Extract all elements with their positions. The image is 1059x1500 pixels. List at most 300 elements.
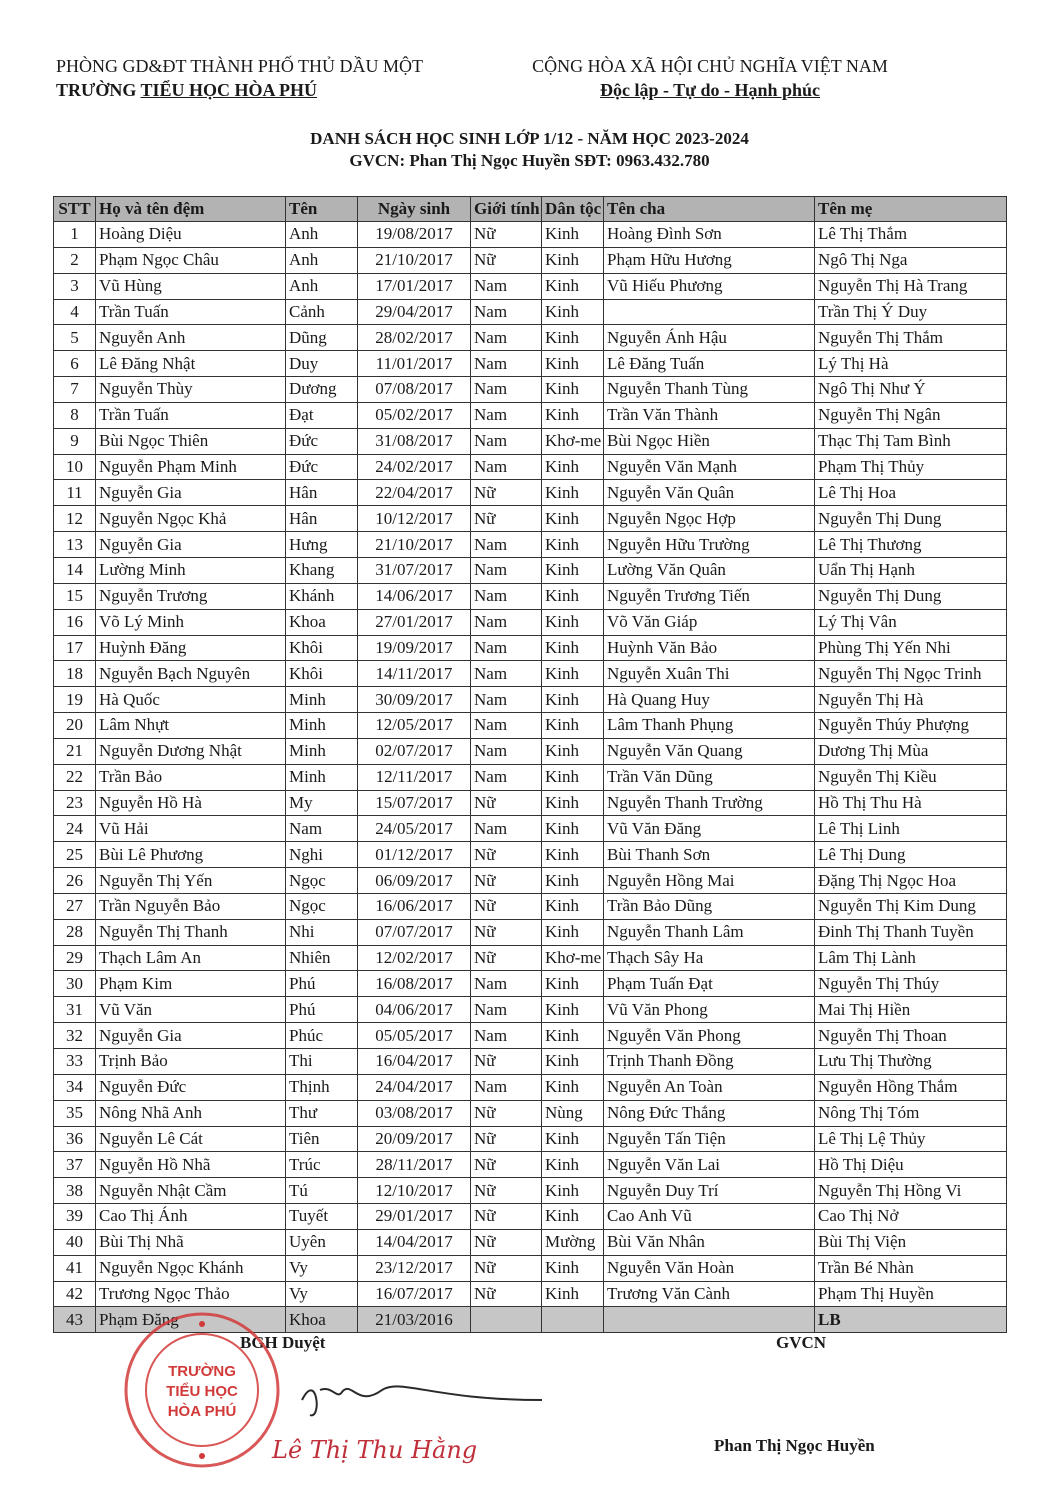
cell-ten-me: Nguyễn Thị Ngọc Trinh <box>815 661 1007 687</box>
cell-dan-toc: Kinh <box>542 402 604 428</box>
cell-ngay-sinh: 05/02/2017 <box>358 402 471 428</box>
table-row <box>54 893 1007 919</box>
cell-ho-ten-dem: Bùi Ngọc Thiên <box>96 428 286 454</box>
cell-ten-me: Lê Thị Linh <box>815 816 1007 842</box>
principal-approval-label: BGH Duyệt <box>240 1333 326 1352</box>
cell-dan-toc: Kinh <box>542 764 604 790</box>
cell-ten: Tú <box>286 1178 358 1204</box>
cell-ten-me: Nguyễn Thị Hà Trang <box>815 273 1007 299</box>
cell-ten-me: Đặng Thị Ngọc Hoa <box>815 868 1007 894</box>
teacher-info: GVCN: Phan Thị Ngọc Huyền SĐT: 0963.432.780 <box>349 151 710 170</box>
cell-gioi-tinh: Nữ <box>471 1281 542 1307</box>
cell-ten: Hân <box>286 480 358 506</box>
cell-ten-cha: Lường Văn Quân <box>604 557 815 583</box>
cell-stt: 2 <box>54 247 96 273</box>
cell-dan-toc: Kinh <box>542 1126 604 1152</box>
table-row <box>54 1074 1007 1100</box>
cell-stt: 33 <box>54 1049 96 1075</box>
homeroom-teacher-label: GVCN <box>776 1333 827 1352</box>
cell-stt: 9 <box>54 428 96 454</box>
cell-gioi-tinh: Nam <box>471 532 542 558</box>
cell-ten: Phú <box>286 997 358 1023</box>
cell-gioi-tinh: Nam <box>471 402 542 428</box>
cell-gioi-tinh: Nam <box>471 661 542 687</box>
cell-ten: Khôi <box>286 661 358 687</box>
svg-text:HÒA PHÚ: HÒA PHÚ <box>167 1403 237 1420</box>
cell-ten: Nhiên <box>286 945 358 971</box>
homeroom-teacher-name: Phan Thị Ngọc Huyền <box>714 1436 875 1455</box>
cell-ten-cha <box>604 1307 815 1333</box>
cell-ten-me: Lê Thị Thắm <box>815 222 1007 248</box>
cell-ten-me: Phạm Thị Huyền <box>815 1281 1007 1307</box>
cell-ngay-sinh: 10/12/2017 <box>358 506 471 532</box>
table-row <box>54 1229 1007 1255</box>
cell-gioi-tinh: Nam <box>471 1074 542 1100</box>
cell-stt: 39 <box>54 1204 96 1230</box>
cell-ngay-sinh: 16/06/2017 <box>358 893 471 919</box>
cell-ten-cha: Võ Văn Giáp <box>604 609 815 635</box>
cell-gioi-tinh: Nữ <box>471 1255 542 1281</box>
cell-gioi-tinh: Nam <box>471 738 542 764</box>
cell-ten-me: Nguyễn Thúy Phượng <box>815 713 1007 739</box>
cell-ten-cha: Nguyễn Trương Tiến <box>604 583 815 609</box>
cell-dan-toc: Khơ-me <box>542 945 604 971</box>
cell-ngay-sinh: 07/08/2017 <box>358 377 471 403</box>
cell-ten: Khoa <box>286 1307 358 1333</box>
cell-ten-me: Lê Thị Lệ Thủy <box>815 1126 1007 1152</box>
cell-ten: Dũng <box>286 325 358 351</box>
cell-ho-ten-dem: Trần Tuấn <box>96 402 286 428</box>
cell-dan-toc: Kinh <box>542 583 604 609</box>
cell-ho-ten-dem: Nguyễn Hồ Hà <box>96 790 286 816</box>
cell-dan-toc: Kinh <box>542 971 604 997</box>
cell-ho-ten-dem: Huỳnh Đăng <box>96 635 286 661</box>
cell-ten-me: Lâm Thị Lành <box>815 945 1007 971</box>
cell-ten: Dương <box>286 377 358 403</box>
cell-ten: Tiên <box>286 1126 358 1152</box>
cell-ho-ten-dem: Nguyễn Thùy <box>96 377 286 403</box>
cell-dan-toc: Kinh <box>542 506 604 532</box>
cell-ho-ten-dem: Cao Thị Ánh <box>96 1204 286 1230</box>
cell-ho-ten-dem: Phạm Kim <box>96 971 286 997</box>
cell-dan-toc: Kinh <box>542 868 604 894</box>
cell-ten: Anh <box>286 273 358 299</box>
cell-ten-me: Bùi Thị Viện <box>815 1229 1007 1255</box>
cell-dan-toc: Kinh <box>542 919 604 945</box>
cell-gioi-tinh: Nam <box>471 1023 542 1049</box>
cell-ngay-sinh: 24/05/2017 <box>358 816 471 842</box>
svg-text:Lê Thị Thu Hằng: Lê Thị Thu Hằng <box>272 1436 478 1464</box>
cell-ten-cha: Nguyễn Văn Mạnh <box>604 454 815 480</box>
cell-ho-ten-dem: Nguyễn Thị Thanh <box>96 919 286 945</box>
cell-stt: 18 <box>54 661 96 687</box>
cell-ten-me: Nông Thị Tóm <box>815 1100 1007 1126</box>
cell-gioi-tinh: Nam <box>471 635 542 661</box>
table-row <box>54 764 1007 790</box>
cell-ten-cha: Phạm Tuấn Đạt <box>604 971 815 997</box>
cell-gioi-tinh: Nữ <box>471 919 542 945</box>
cell-gioi-tinh: Nam <box>471 351 542 377</box>
cell-ten: My <box>286 790 358 816</box>
cell-ngay-sinh: 31/08/2017 <box>358 428 471 454</box>
cell-gioi-tinh: Nam <box>471 583 542 609</box>
cell-ten-me: Cao Thị Nở <box>815 1204 1007 1230</box>
cell-ho-ten-dem: Trương Ngọc Thảo <box>96 1281 286 1307</box>
cell-dan-toc: Kinh <box>542 687 604 713</box>
cell-stt: 15 <box>54 583 96 609</box>
cell-ten-cha: Vũ Văn Phong <box>604 997 815 1023</box>
cell-ho-ten-dem: Nguyễn Trương <box>96 583 286 609</box>
cell-ten-cha: Nguyễn Ngọc Hợp <box>604 506 815 532</box>
cell-ten-cha: Thạch Sây Ha <box>604 945 815 971</box>
cell-stt: 6 <box>54 351 96 377</box>
table-row <box>54 1049 1007 1075</box>
table-row <box>54 997 1007 1023</box>
cell-gioi-tinh: Nữ <box>471 790 542 816</box>
cell-gioi-tinh: Nữ <box>471 222 542 248</box>
cell-ten: Phú <box>286 971 358 997</box>
table-row <box>54 273 1007 299</box>
cell-ten-cha: Nguyễn Thanh Lâm <box>604 919 815 945</box>
cell-ho-ten-dem: Hoàng Diệu <box>96 222 286 248</box>
cell-gioi-tinh: Nam <box>471 764 542 790</box>
cell-stt: 20 <box>54 713 96 739</box>
cell-ten-me: Lê Thị Dung <box>815 842 1007 868</box>
cell-ten-cha: Nguyễn Văn Lai <box>604 1152 815 1178</box>
cell-ngay-sinh: 16/04/2017 <box>358 1049 471 1075</box>
cell-dan-toc: Kinh <box>542 842 604 868</box>
cell-ngay-sinh: 12/02/2017 <box>358 945 471 971</box>
table-row <box>54 557 1007 583</box>
cell-gioi-tinh: Nam <box>471 325 542 351</box>
cell-gioi-tinh: Nữ <box>471 506 542 532</box>
cell-gioi-tinh: Nữ <box>471 1049 542 1075</box>
cell-gioi-tinh: Nam <box>471 609 542 635</box>
cell-ten-cha: Bùi Thanh Sơn <box>604 842 815 868</box>
table-row <box>54 351 1007 377</box>
cell-ten-me: Mai Thị Hiền <box>815 997 1007 1023</box>
table-row <box>54 1023 1007 1049</box>
cell-ten-cha: Nguyễn Xuân Thi <box>604 661 815 687</box>
cell-ho-ten-dem: Nguyễn Dương Nhật <box>96 738 286 764</box>
header-left <box>56 54 476 102</box>
table-row <box>54 1152 1007 1178</box>
cell-ten-cha: Hoàng Đình Sơn <box>604 222 815 248</box>
cell-stt: 5 <box>54 325 96 351</box>
table-row <box>54 506 1007 532</box>
cell-ngay-sinh: 04/06/2017 <box>358 997 471 1023</box>
cell-ten-cha: Nguyễn Tấn Tiện <box>604 1126 815 1152</box>
cell-ho-ten-dem: Nguyễn Lê Cát <box>96 1126 286 1152</box>
cell-gioi-tinh: Nam <box>471 816 542 842</box>
cell-ten-cha: Bùi Ngọc Hiền <box>604 428 815 454</box>
cell-dan-toc: Kinh <box>542 454 604 480</box>
cell-ngay-sinh: 03/08/2017 <box>358 1100 471 1126</box>
table-row <box>54 454 1007 480</box>
cell-stt: 8 <box>54 402 96 428</box>
cell-ten-me: LB <box>815 1307 1007 1333</box>
cell-ho-ten-dem: Lâm Nhựt <box>96 713 286 739</box>
cell-stt: 7 <box>54 377 96 403</box>
table-row <box>54 687 1007 713</box>
cell-ten: Đức <box>286 428 358 454</box>
cell-ngay-sinh: 12/05/2017 <box>358 713 471 739</box>
cell-gioi-tinh: Nữ <box>471 1178 542 1204</box>
cell-dan-toc: Kinh <box>542 609 604 635</box>
cell-gioi-tinh: Nam <box>471 687 542 713</box>
cell-ten: Nam <box>286 816 358 842</box>
col-header-stt: STT <box>54 197 96 222</box>
cell-dan-toc: Kinh <box>542 1152 604 1178</box>
cell-gioi-tinh: Nam <box>471 454 542 480</box>
cell-ngay-sinh: 15/07/2017 <box>358 790 471 816</box>
cell-stt: 42 <box>54 1281 96 1307</box>
cell-ten-cha: Lê Đăng Tuấn <box>604 351 815 377</box>
table-row <box>54 1100 1007 1126</box>
cell-stt: 40 <box>54 1229 96 1255</box>
cell-stt: 31 <box>54 997 96 1023</box>
table-row <box>54 325 1007 351</box>
cell-ten: Nhi <box>286 919 358 945</box>
cell-gioi-tinh: Nữ <box>471 868 542 894</box>
cell-ngay-sinh: 14/11/2017 <box>358 661 471 687</box>
cell-ngay-sinh: 20/09/2017 <box>358 1126 471 1152</box>
table-row <box>54 661 1007 687</box>
cell-ngay-sinh: 11/01/2017 <box>358 351 471 377</box>
cell-ho-ten-dem: Nguyễn Ngọc Khánh <box>96 1255 286 1281</box>
cell-ho-ten-dem: Vũ Hùng <box>96 273 286 299</box>
col-header-ten-me: Tên mẹ <box>815 197 1007 222</box>
cell-ho-ten-dem: Trịnh Bảo <box>96 1049 286 1075</box>
table-row <box>54 247 1007 273</box>
cell-ten-cha: Trần Bảo Dũng <box>604 893 815 919</box>
cell-gioi-tinh: Nam <box>471 273 542 299</box>
student-table <box>53 196 1007 1333</box>
table-row <box>54 1255 1007 1281</box>
cell-ten-cha: Nguyễn Ánh Hậu <box>604 325 815 351</box>
cell-ngay-sinh: 29/01/2017 <box>358 1204 471 1230</box>
cell-dan-toc: Kinh <box>542 351 604 377</box>
cell-ten: Minh <box>286 764 358 790</box>
cell-gioi-tinh: Nữ <box>471 1126 542 1152</box>
cell-ten-me: Ngô Thị Như Ý <box>815 377 1007 403</box>
cell-ho-ten-dem: Nguyễn Đức <box>96 1074 286 1100</box>
table-row <box>54 428 1007 454</box>
cell-ten-me: Lưu Thị Thường <box>815 1049 1007 1075</box>
cell-ten-me: Trần Thị Ý Duy <box>815 299 1007 325</box>
cell-ho-ten-dem: Nguyễn Gia <box>96 480 286 506</box>
cell-ho-ten-dem: Nông Nhã Anh <box>96 1100 286 1126</box>
table-row <box>54 1126 1007 1152</box>
cell-stt: 35 <box>54 1100 96 1126</box>
cell-ngay-sinh: 23/12/2017 <box>358 1255 471 1281</box>
cell-ten-me: Lê Thị Thương <box>815 532 1007 558</box>
col-header-ten: Tên <box>286 197 358 222</box>
cell-ngay-sinh: 07/07/2017 <box>358 919 471 945</box>
cell-ten: Minh <box>286 738 358 764</box>
cell-gioi-tinh: Nam <box>471 299 542 325</box>
cell-stt: 43 <box>54 1307 96 1333</box>
cell-dan-toc: Kinh <box>542 997 604 1023</box>
cell-ten-cha: Nguyễn An Toàn <box>604 1074 815 1100</box>
cell-ho-ten-dem: Nguyễn Hồ Nhã <box>96 1152 286 1178</box>
table-row <box>54 1204 1007 1230</box>
cell-ngay-sinh: 17/01/2017 <box>358 273 471 299</box>
cell-ten: Phúc <box>286 1023 358 1049</box>
cell-stt: 28 <box>54 919 96 945</box>
cell-ten: Khang <box>286 557 358 583</box>
col-header-ngay-sinh: Ngày sinh <box>358 197 471 222</box>
cell-ten-me: Trần Bé Nhàn <box>815 1255 1007 1281</box>
cell-ten-me: Nguyễn Thị Hà <box>815 687 1007 713</box>
cell-ten-me: Nguyễn Thị Hồng Vi <box>815 1178 1007 1204</box>
cell-ten: Nghi <box>286 842 358 868</box>
cell-ngay-sinh: 02/07/2017 <box>358 738 471 764</box>
cell-gioi-tinh: Nữ <box>471 1204 542 1230</box>
cell-dan-toc: Kinh <box>542 247 604 273</box>
cell-gioi-tinh: Nam <box>471 971 542 997</box>
cell-dan-toc: Khơ-me <box>542 428 604 454</box>
table-row <box>54 402 1007 428</box>
cell-stt: 23 <box>54 790 96 816</box>
cell-ten: Minh <box>286 687 358 713</box>
cell-ten-cha: Nguyễn Thanh Trường <box>604 790 815 816</box>
cell-dan-toc: Kinh <box>542 377 604 403</box>
table-row <box>54 868 1007 894</box>
cell-ten: Tuyết <box>286 1204 358 1230</box>
cell-ngay-sinh: 31/07/2017 <box>358 557 471 583</box>
header-right <box>500 54 920 102</box>
cell-ho-ten-dem: Lường Minh <box>96 557 286 583</box>
cell-ngay-sinh: 14/06/2017 <box>358 583 471 609</box>
cell-ngay-sinh: 24/04/2017 <box>358 1074 471 1100</box>
cell-ho-ten-dem: Nguyễn Nhật Cầm <box>96 1178 286 1204</box>
table-row <box>54 738 1007 764</box>
table-row <box>54 971 1007 997</box>
cell-ten-cha: Bùi Văn Nhân <box>604 1229 815 1255</box>
cell-ngay-sinh: 16/07/2017 <box>358 1281 471 1307</box>
cell-ngay-sinh: 19/08/2017 <box>358 222 471 248</box>
cell-stt: 16 <box>54 609 96 635</box>
cell-gioi-tinh: Nữ <box>471 893 542 919</box>
cell-ten-cha: Nguyễn Duy Trí <box>604 1178 815 1204</box>
cell-ten-me: Lý Thị Hà <box>815 351 1007 377</box>
cell-ten: Đức <box>286 454 358 480</box>
cell-ten-me: Hồ Thị Diệu <box>815 1152 1007 1178</box>
cell-ten: Uyên <box>286 1229 358 1255</box>
table-row <box>54 299 1007 325</box>
cell-dan-toc: Kinh <box>542 1074 604 1100</box>
cell-ho-ten-dem: Thạch Lâm An <box>96 945 286 971</box>
cell-stt: 19 <box>54 687 96 713</box>
cell-dan-toc <box>542 1307 604 1333</box>
cell-ho-ten-dem: Trần Tuấn <box>96 299 286 325</box>
cell-ten-me: Nguyễn Hồng Thắm <box>815 1074 1007 1100</box>
cell-ten-me: Nguyễn Thị Kim Dung <box>815 893 1007 919</box>
cell-ten-cha: Nguyễn Hồng Mai <box>604 868 815 894</box>
cell-ho-ten-dem: Nguyễn Thị Yến <box>96 868 286 894</box>
cell-dan-toc: Kinh <box>542 1255 604 1281</box>
cell-ten-me: Nguyễn Thị Kiều <box>815 764 1007 790</box>
cell-dan-toc: Kinh <box>542 635 604 661</box>
cell-ngay-sinh: 29/04/2017 <box>358 299 471 325</box>
cell-ngay-sinh: 19/09/2017 <box>358 635 471 661</box>
cell-gioi-tinh: Nữ <box>471 1100 542 1126</box>
cell-ten: Duy <box>286 351 358 377</box>
cell-gioi-tinh <box>471 1307 542 1333</box>
national-title: CỘNG HÒA XÃ HỘI CHỦ NGHĨA VIỆT NAM <box>532 56 888 76</box>
cell-dan-toc: Kinh <box>542 1178 604 1204</box>
cell-ten-me: Dương Thị Mùa <box>815 738 1007 764</box>
cell-dan-toc: Kinh <box>542 532 604 558</box>
cell-ten: Thư <box>286 1100 358 1126</box>
cell-ten: Thịnh <box>286 1074 358 1100</box>
cell-ngay-sinh: 12/11/2017 <box>358 764 471 790</box>
cell-ten: Anh <box>286 247 358 273</box>
table-body <box>54 222 1007 1333</box>
table-row <box>54 919 1007 945</box>
cell-ngay-sinh: 28/02/2017 <box>358 325 471 351</box>
cell-ten-cha: Trần Văn Thành <box>604 402 815 428</box>
col-header-ho-ten-dem: Họ và tên đệm <box>96 197 286 222</box>
cell-ten: Trúc <box>286 1152 358 1178</box>
cell-stt: 22 <box>54 764 96 790</box>
cell-stt: 10 <box>54 454 96 480</box>
school-name-underlined: TIỂU HỌC HÒA PHÚ <box>140 80 318 100</box>
cell-dan-toc: Nùng <box>542 1100 604 1126</box>
table-row <box>54 816 1007 842</box>
cell-ten-cha: Trương Văn Cành <box>604 1281 815 1307</box>
cell-ten-cha: Nguyễn Thanh Tùng <box>604 377 815 403</box>
cell-gioi-tinh: Nữ <box>471 1152 542 1178</box>
cell-ten: Thi <box>286 1049 358 1075</box>
cell-stt: 17 <box>54 635 96 661</box>
cell-stt: 13 <box>54 532 96 558</box>
cell-ten-me: Nguyễn Thị Thoan <box>815 1023 1007 1049</box>
cell-stt: 38 <box>54 1178 96 1204</box>
svg-text:TRƯỜNG: TRƯỜNG <box>168 1363 236 1380</box>
cell-ten: Ngọc <box>286 893 358 919</box>
cell-stt: 11 <box>54 480 96 506</box>
cell-ngay-sinh: 27/01/2017 <box>358 609 471 635</box>
cell-stt: 12 <box>54 506 96 532</box>
cell-gioi-tinh: Nữ <box>471 842 542 868</box>
cell-ten-me: Nguyễn Thị Ngân <box>815 402 1007 428</box>
cell-ngay-sinh: 06/09/2017 <box>358 868 471 894</box>
cell-stt: 37 <box>54 1152 96 1178</box>
cell-ten-cha: Nguyễn Văn Hoàn <box>604 1255 815 1281</box>
cell-ngay-sinh: 16/08/2017 <box>358 971 471 997</box>
cell-ho-ten-dem: Lê Đăng Nhật <box>96 351 286 377</box>
cell-ten: Đạt <box>286 402 358 428</box>
cell-ho-ten-dem: Nguyễn Ngọc Khả <box>96 506 286 532</box>
cell-stt: 36 <box>54 1126 96 1152</box>
table-row <box>54 945 1007 971</box>
cell-ten-cha: Trịnh Thanh Đồng <box>604 1049 815 1075</box>
cell-ngay-sinh: 01/12/2017 <box>358 842 471 868</box>
cell-ten-cha: Cao Anh Vũ <box>604 1204 815 1230</box>
cell-stt: 24 <box>54 816 96 842</box>
cell-ten-me: Ngô Thị Nga <box>815 247 1007 273</box>
cell-gioi-tinh: Nữ <box>471 247 542 273</box>
cell-ten-me: Lý Thị Vân <box>815 609 1007 635</box>
cell-ngay-sinh: 21/10/2017 <box>358 532 471 558</box>
cell-ho-ten-dem: Nguyễn Anh <box>96 325 286 351</box>
cell-ngay-sinh: 24/02/2017 <box>358 454 471 480</box>
cell-dan-toc: Kinh <box>542 325 604 351</box>
cell-ten: Anh <box>286 222 358 248</box>
table-row <box>54 790 1007 816</box>
